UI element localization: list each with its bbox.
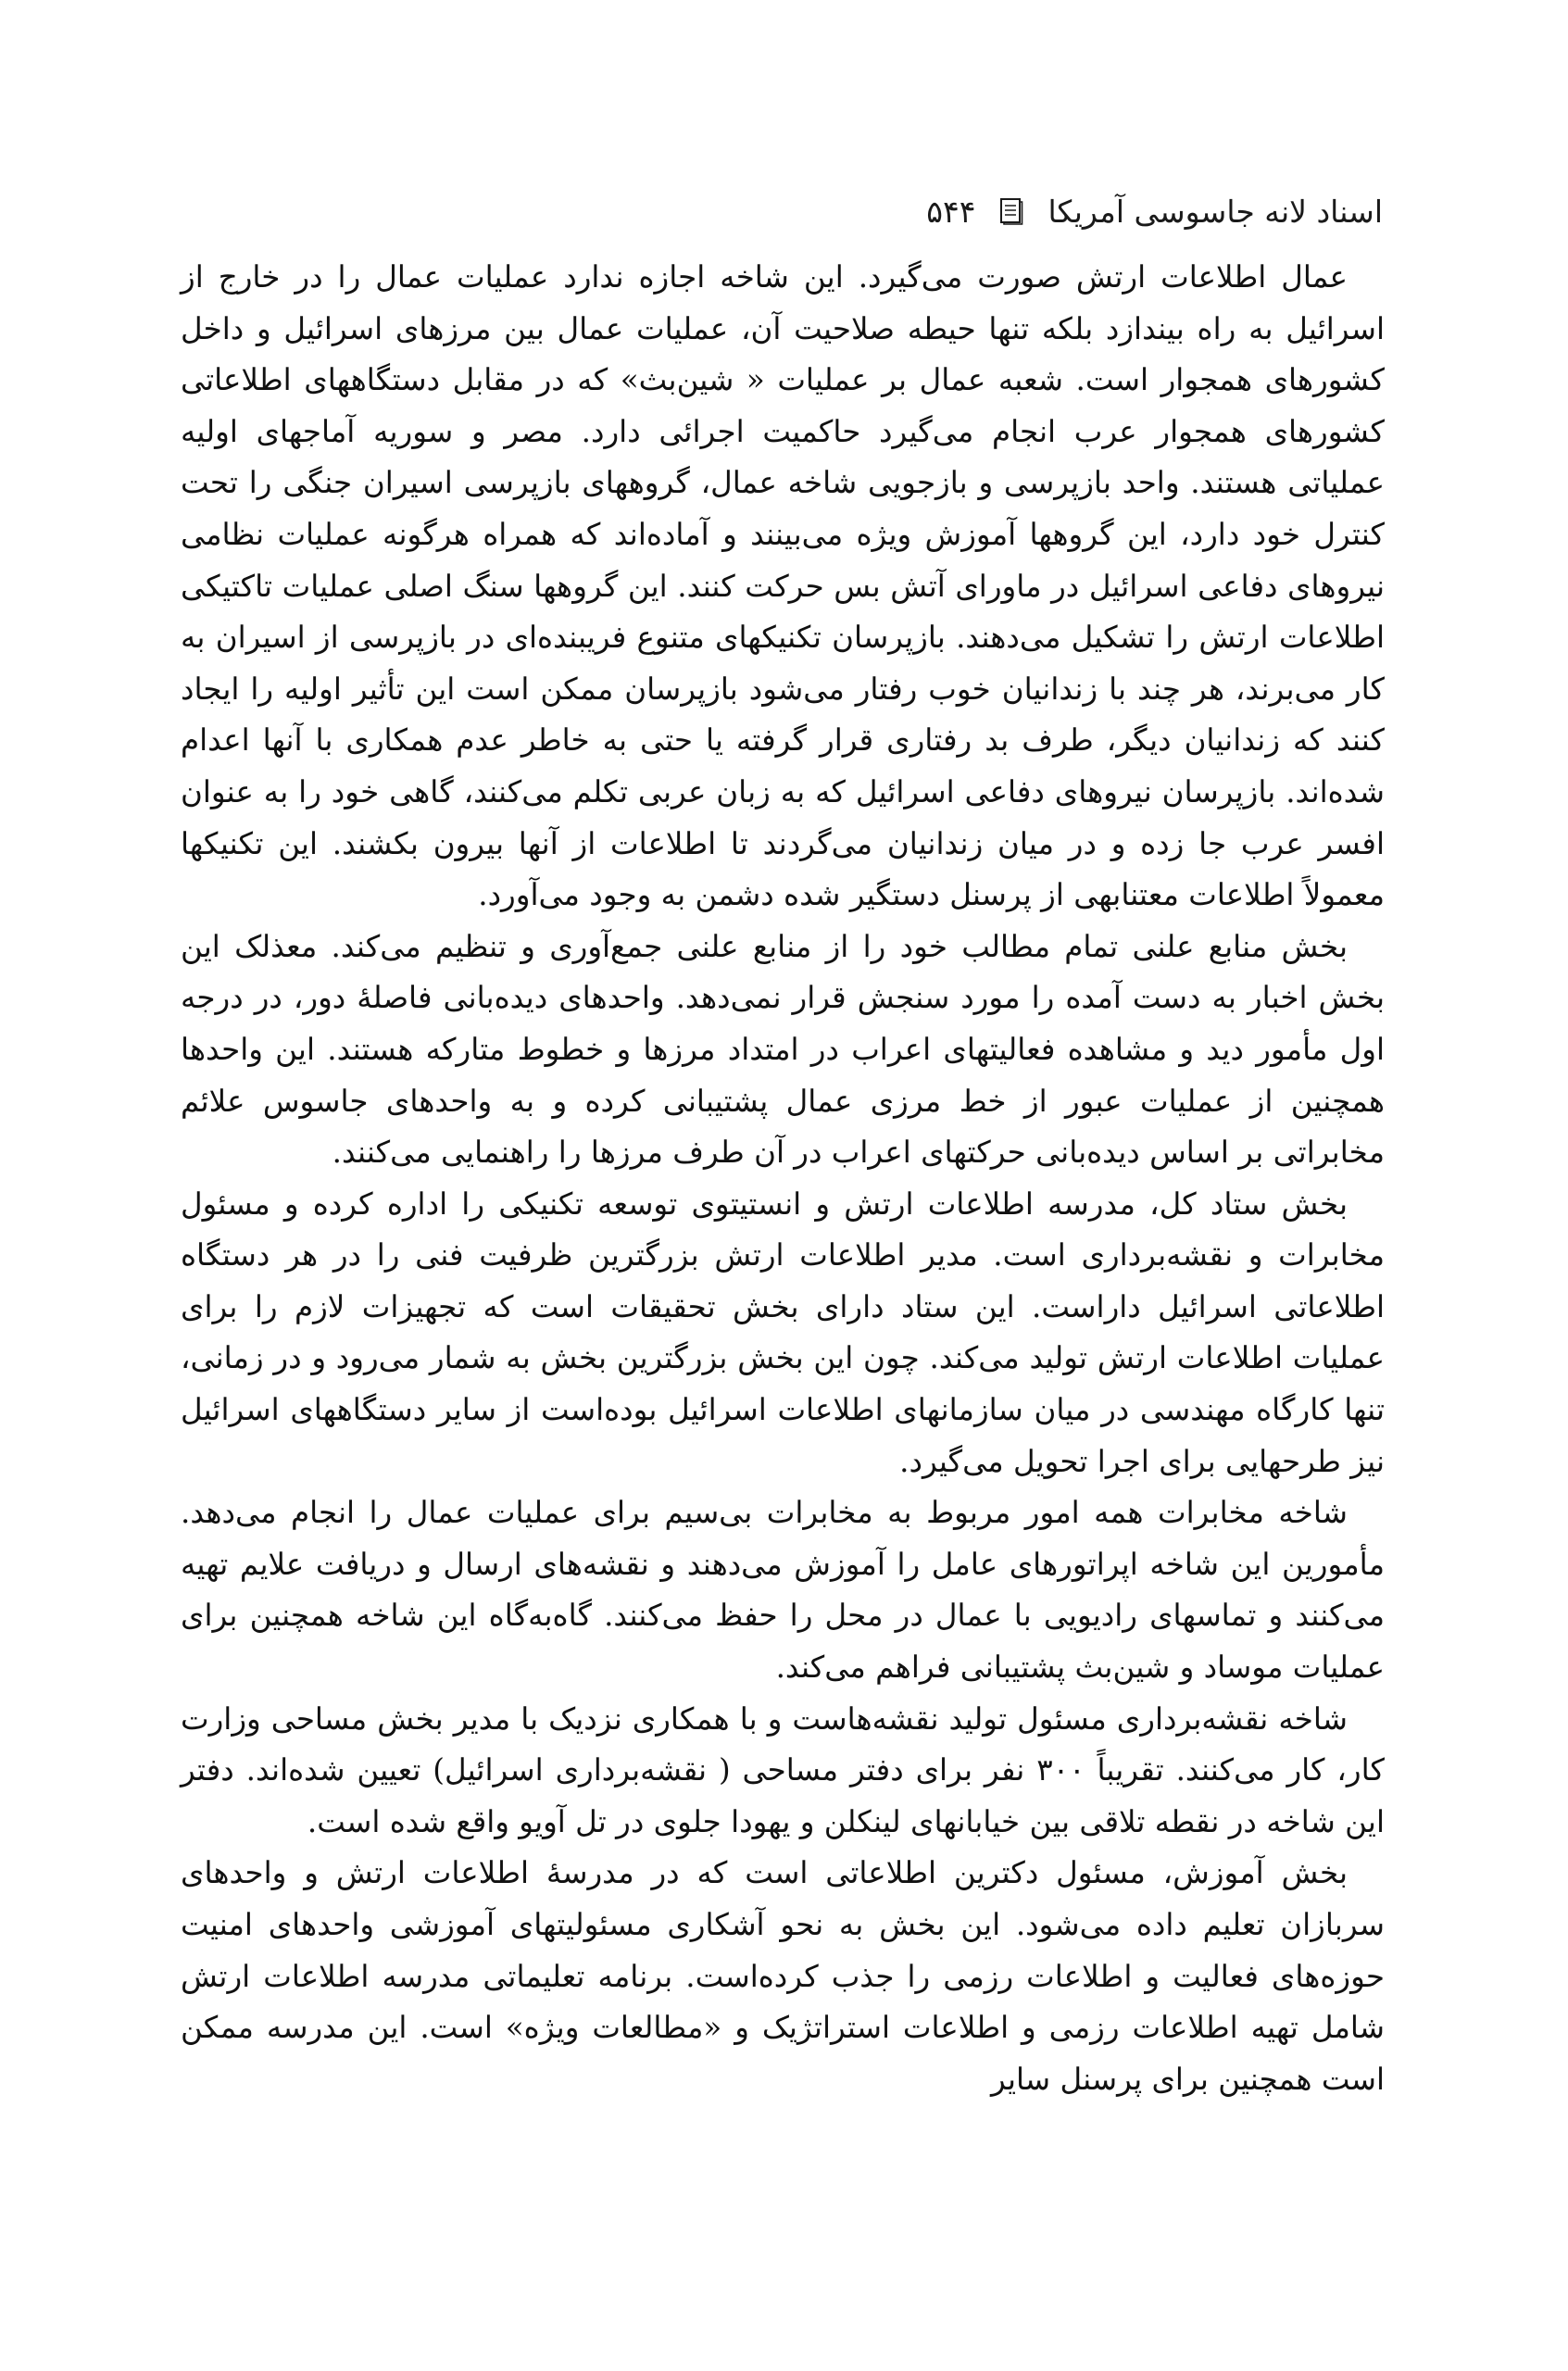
paragraph-1: عمال اطلاعات ارتش صورت می‌گیرد. این شاخه اجازه ندارد عملیات عمال را در خارج از اسرائیل به راه بیندازد بلکه تنها حیطه صلاحیت آن، عملیات عمال بین مرزهای اسرائیل و داخل کشورهای همجوار است. شعبه عمال بر عملیات « شین‌بث» که در مقابل دستگاههای اطلاعاتی کشورهای همجوار عرب انجام می‌گیرد حاکمیت اجرائی دارد. مصر و سوریه آماجهای اولیه عملیاتی هستند. واحد بازپرسی و بازجویی شاخه عمال، گروههای بازپرسی اسیران جنگی را تحت کنترل خود دارد، این گروهها آموزش ویژه می‌بینند و آماده‌اند که همراه هرگونه عملیات نظامی نیروهای دفاعی اسرائیل در ماورای آتش بس حرکت کنند. این گروهها سنگ اصلی عملیات تاکتیکی اطلاعات ارتش را تشکیل می‌دهند. بازپرسان تکنیکهای متنوع فریبنده‌ای در بازپرسی از اسیران به کار می‌برند، هر چند با زندانیان خوب رفتار می‌شود بازپرسان ممکن است این تأثیر اولیه را ایجاد کنند که زندانیان دیگر، طرف بد رفتاری قرار گرفته یا حتی به خاطر عدم همکاری با آنها اعدام شده‌اند. بازپرسان نیروهای دفاعی اسرائیل که به زبان عربی تکلم می‌کنند، گاهی خود را به عنوان افسر عرب جا زده و در میان زندانیان می‌گردند تا اطلاعات از آنها بیرون بکشند. این تکنیکها معمولاً اطلاعات معتنابهی از پرسنل دستگیر شده دشمن به وجود می‌آورد.: [181, 259, 1385, 913]
body-text: [181, 252, 1385, 2105]
paragraph-5: شاخه نقشه‌برداری مسئول تولید نقشه‌هاست و با همکاری نزدیک با مدیر بخش مساحی وزارت کار، کار می‌کنند. تقریباً ۳۰۰ نفر برای دفتر مساحی ( نقشه‌برداری اسرائیل) تعیین شده‌اند. دفتر این شاخه در نقطه تلاقی بین خیابانهای لینکلن و یهودا جلوی در تل آویو واقع شده است.: [181, 1700, 1385, 1839]
running-header: [185, 183, 1383, 239]
running-header-title: اسناد لانه جاسوسی آمریکا: [1047, 193, 1383, 230]
paragraph-6: بخش آموزش، مسئول دکترین اطلاعاتی است که در مدرسهٔ اطلاعات ارتش و واحدهای سربازان تعلیم داده می‌شود. این بخش به نحو آشکاری مسئولیتهای آموزشی واحدهای امنیت حوزه‌های فعالیت و اطلاعات رزمی را جذب کرده‌است. برنامه تعلیماتی مدرسه اطلاعات ارتش شامل تهیه اطلاعات رزمی و اطلاعات استراتژیک و «مطالعات ویژه» است. این مدرسه ممکن است همچنین برای پرسنل سایر: [181, 1855, 1385, 2097]
paragraph-2: بخش منابع علنی تمام مطالب خود را از منابع علنی جمع‌آوری و تنظیم می‌کند. معذلک این بخش اخبار به دست آمده را مورد سنجش قرار نمی‌دهد. واحدهای دیده‌بانی فاصلهٔ دور، در درجه اول مأمور دید و مشاهده فعالیتهای اعراب در امتداد مرزها و خطوط متارکه هستند. این واحدها همچنین از عملیات عبور از خط مرزی عمال پشتیبانی کرده و به واحدهای جاسوس علائم مخابراتی بر اساس دیده‌بانی حرکتهای اعراب در آن طرف مرزها را راهنمایی می‌کنند.: [181, 928, 1385, 1171]
paragraph-3: بخش ستاد کل، مدرسه اطلاعات ارتش و انستیتوی توسعه تکنیکی را اداره کرده و مسئول مخابرات و نقشه‌برداری است. مدیر اطلاعات ارتش بزرگترین ظرفیت فنی را در هر دستگاه اطلاعاتی اسرائیل داراست. این ستاد دارای بخش تحقیقات است که تجهیزات لازم را برای عملیات اطلاعات ارتش تولید می‌کند. چون این بخش بزرگترین بخش به شمار می‌رود و در زمانی، تنها کارگاه مهندسی در میان سازمانهای اطلاعات اسرائیل بوده‌است از سایر دستگاههای اسرائیل نیز طرحهایی برای اجرا تحویل می‌گیرد.: [181, 1186, 1385, 1479]
book-page-icon: [999, 197, 1023, 225]
paragraph-4: شاخه مخابرات همه امور مربوط به مخابرات بی‌سیم برای عملیات عمال را انجام می‌دهد. مأمورین این شاخه اپراتورهای عامل را آموزش می‌دهند و نقشه‌های ارسال و دریافت علایم تهیه می‌کنند و تماسهای رادیویی با عمال در محل را حفظ می‌کنند. گاه‌به‌گاه این شاخه همچنین برای عملیات موساد و شین‌بث پشتیبانی فراهم می‌کند.: [181, 1495, 1385, 1686]
page-number: ۵۴۴: [926, 193, 976, 230]
